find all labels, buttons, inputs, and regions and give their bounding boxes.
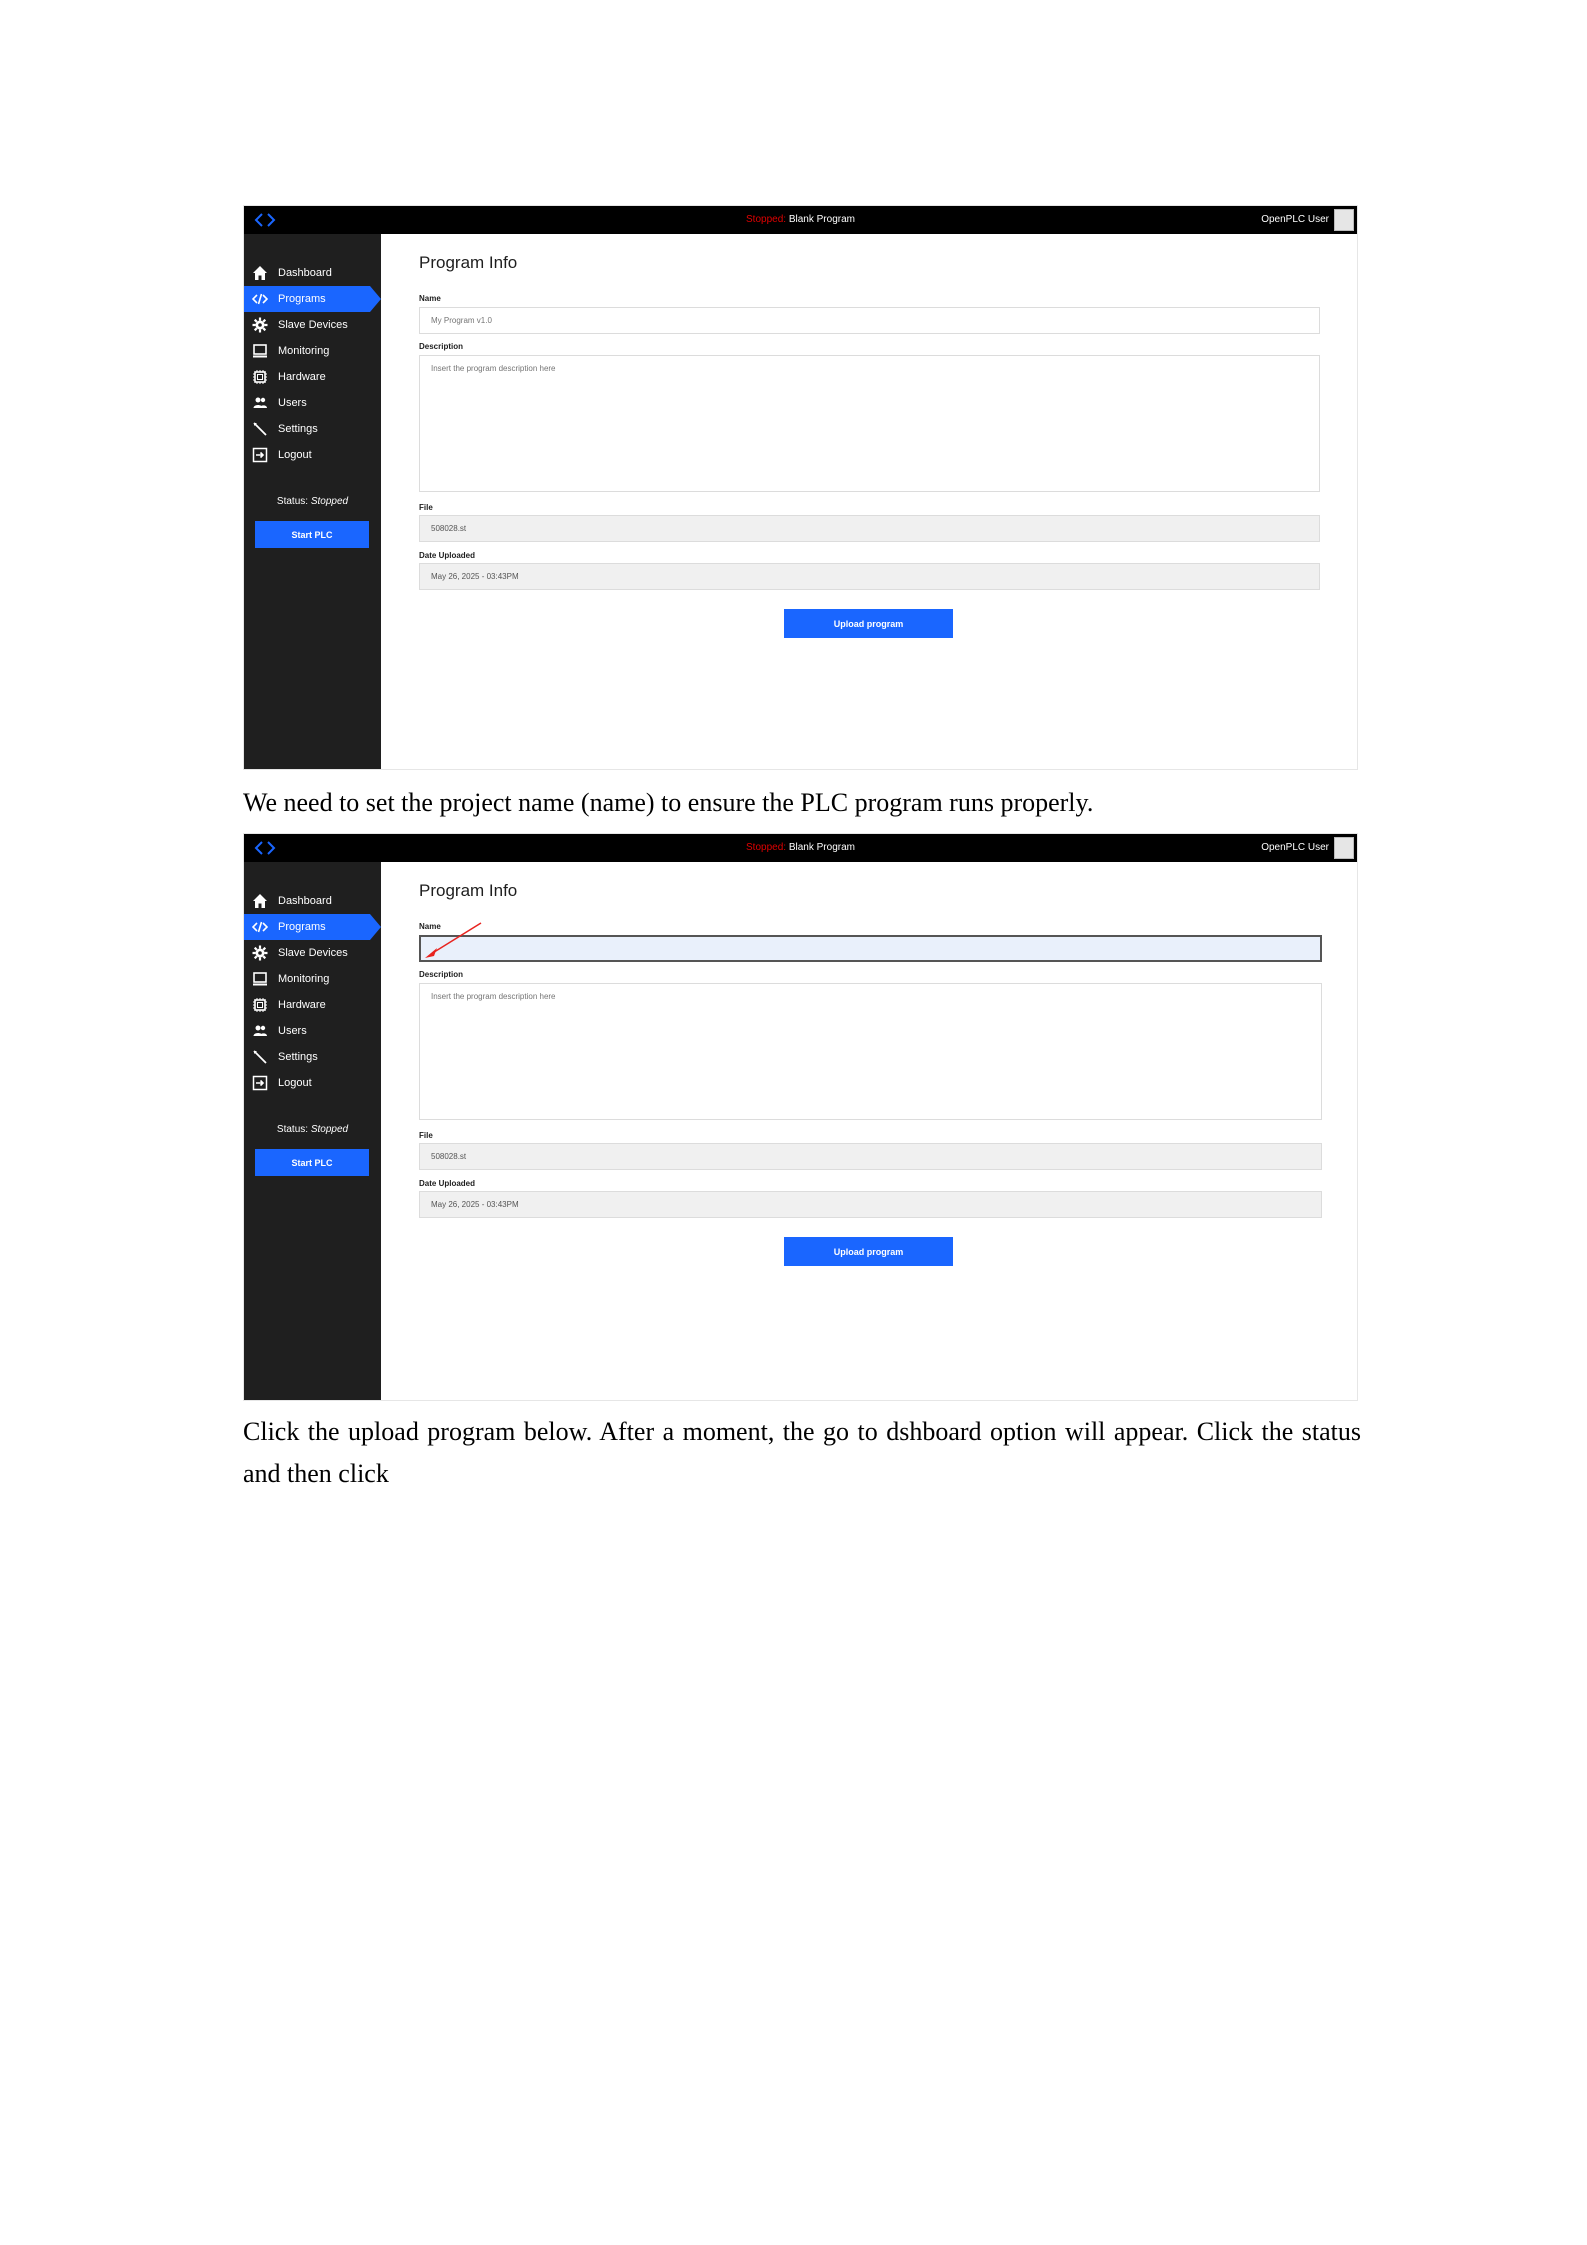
sidebar-item-users[interactable] [244, 390, 381, 416]
users-icon [251, 1022, 269, 1040]
sidebar-item-dashboard[interactable] [244, 888, 381, 914]
sidebar-item-slave-devices[interactable] [244, 940, 381, 966]
chip-icon [251, 996, 269, 1014]
sidebar-item-label: Users [278, 1025, 307, 1037]
top-bar [244, 834, 1357, 862]
name-input[interactable] [419, 307, 1320, 334]
caption-1: We need to set the project name (name) to ensure the PLC program runs properly. [243, 788, 1094, 817]
sidebar-item-programs[interactable] [244, 286, 370, 312]
program-name: Blank Program [788, 842, 855, 853]
sidebar-item-label: Dashboard [278, 895, 332, 907]
description-label: Description [419, 342, 464, 351]
sidebar-item-settings[interactable] [244, 1044, 381, 1070]
program-info-panel [381, 862, 1357, 1400]
file-field: 508028.st [419, 515, 1320, 542]
top-bar [244, 206, 1357, 234]
sidebar-item-dashboard[interactable] [244, 260, 381, 286]
sidebar-item-logout[interactable] [244, 1070, 381, 1096]
program-info-panel [381, 234, 1357, 769]
sidebar-item-logout[interactable] [244, 442, 381, 468]
plc-status-header [244, 842, 1357, 853]
page-title: Program Info [419, 881, 518, 900]
gear-icon [251, 944, 269, 962]
screenshot-1 [243, 205, 1358, 770]
logout-icon [251, 446, 269, 464]
sidebar-item-label: Slave Devices [278, 947, 348, 959]
sidebar-item-label: Hardware [278, 999, 326, 1011]
status-label: Status: [276, 1124, 309, 1135]
wrench-icon [251, 420, 269, 438]
date-uploaded-field: May 26, 2025 - 03:43PM [419, 1191, 1322, 1218]
sidebar-item-label: Programs [278, 921, 326, 933]
sidebar-item-settings[interactable] [244, 416, 381, 442]
status-value: Stopped [310, 1124, 349, 1135]
description-label: Description [419, 970, 464, 979]
sidebar-item-users[interactable] [244, 1018, 381, 1044]
sidebar-item-hardware[interactable] [244, 992, 381, 1018]
upload-program-button[interactable]: Upload program [784, 609, 953, 638]
sidebar [244, 234, 381, 769]
screenshot-2 [243, 833, 1358, 1401]
sidebar-item-slave-devices[interactable] [244, 312, 381, 338]
upload-program-button[interactable]: Upload program [784, 1237, 953, 1266]
wrench-icon [251, 1048, 269, 1066]
sidebar-nav [244, 888, 381, 1096]
avatar[interactable] [1334, 837, 1354, 859]
logout-icon [251, 1074, 269, 1092]
program-name: Blank Program [788, 214, 855, 225]
sidebar-item-label: Users [278, 397, 307, 409]
sidebar-item-label: Dashboard [278, 267, 332, 279]
sidebar-nav [244, 260, 381, 468]
name-label: Name [419, 922, 441, 931]
start-plc-button[interactable]: Start PLC [255, 1149, 369, 1176]
caption-2: Click the upload program below. After a moment, the go to dshboard option will appear. Click the status and then click [243, 1417, 1361, 1488]
users-icon [251, 394, 269, 412]
plc-status [244, 496, 381, 507]
sidebar-item-monitoring[interactable] [244, 338, 381, 364]
date-uploaded-field: May 26, 2025 - 03:43PM [419, 563, 1320, 590]
sidebar-item-label: Settings [278, 1051, 318, 1063]
status-label: Status: [276, 496, 309, 507]
sidebar-item-label: Logout [278, 1077, 312, 1089]
home-icon [251, 892, 269, 910]
sidebar-item-label: Programs [278, 293, 326, 305]
sidebar-item-label: Monitoring [278, 345, 330, 357]
sidebar-item-monitoring[interactable] [244, 966, 381, 992]
home-icon [251, 264, 269, 282]
code-icon [251, 290, 269, 308]
plc-status [244, 1124, 381, 1135]
code-icon [251, 918, 269, 936]
file-label: File [419, 1131, 433, 1140]
sidebar [244, 862, 381, 1400]
user-name[interactable]: OpenPLC User [1261, 842, 1329, 853]
sidebar-item-label: Logout [278, 449, 312, 461]
name-label: Name [419, 294, 441, 303]
sidebar-item-label: Slave Devices [278, 319, 348, 331]
monitor-icon [251, 970, 269, 988]
sidebar-item-label: Hardware [278, 371, 326, 383]
sidebar-item-hardware[interactable] [244, 364, 381, 390]
name-input[interactable] [419, 935, 1322, 962]
start-plc-button[interactable]: Start PLC [255, 521, 369, 548]
avatar[interactable] [1334, 209, 1354, 231]
page-title: Program Info [419, 253, 518, 272]
sidebar-item-programs[interactable] [244, 914, 370, 940]
date-uploaded-label: Date Uploaded [419, 551, 476, 560]
plc-status-header [244, 214, 1357, 225]
date-uploaded-label: Date Uploaded [419, 1179, 476, 1188]
status-value: Stopped [310, 496, 349, 507]
annotation-arrow-icon [421, 919, 485, 963]
stopped-text: Stopped: [746, 214, 787, 225]
monitor-icon [251, 342, 269, 360]
gear-icon [251, 316, 269, 334]
description-textarea[interactable] [419, 983, 1322, 1120]
sidebar-item-label: Settings [278, 423, 318, 435]
chip-icon [251, 368, 269, 386]
stopped-text: Stopped: [746, 842, 787, 853]
description-textarea[interactable] [419, 355, 1320, 492]
sidebar-item-label: Monitoring [278, 973, 330, 985]
file-field: 508028.st [419, 1143, 1322, 1170]
user-name[interactable]: OpenPLC User [1261, 214, 1329, 225]
file-label: File [419, 503, 433, 512]
